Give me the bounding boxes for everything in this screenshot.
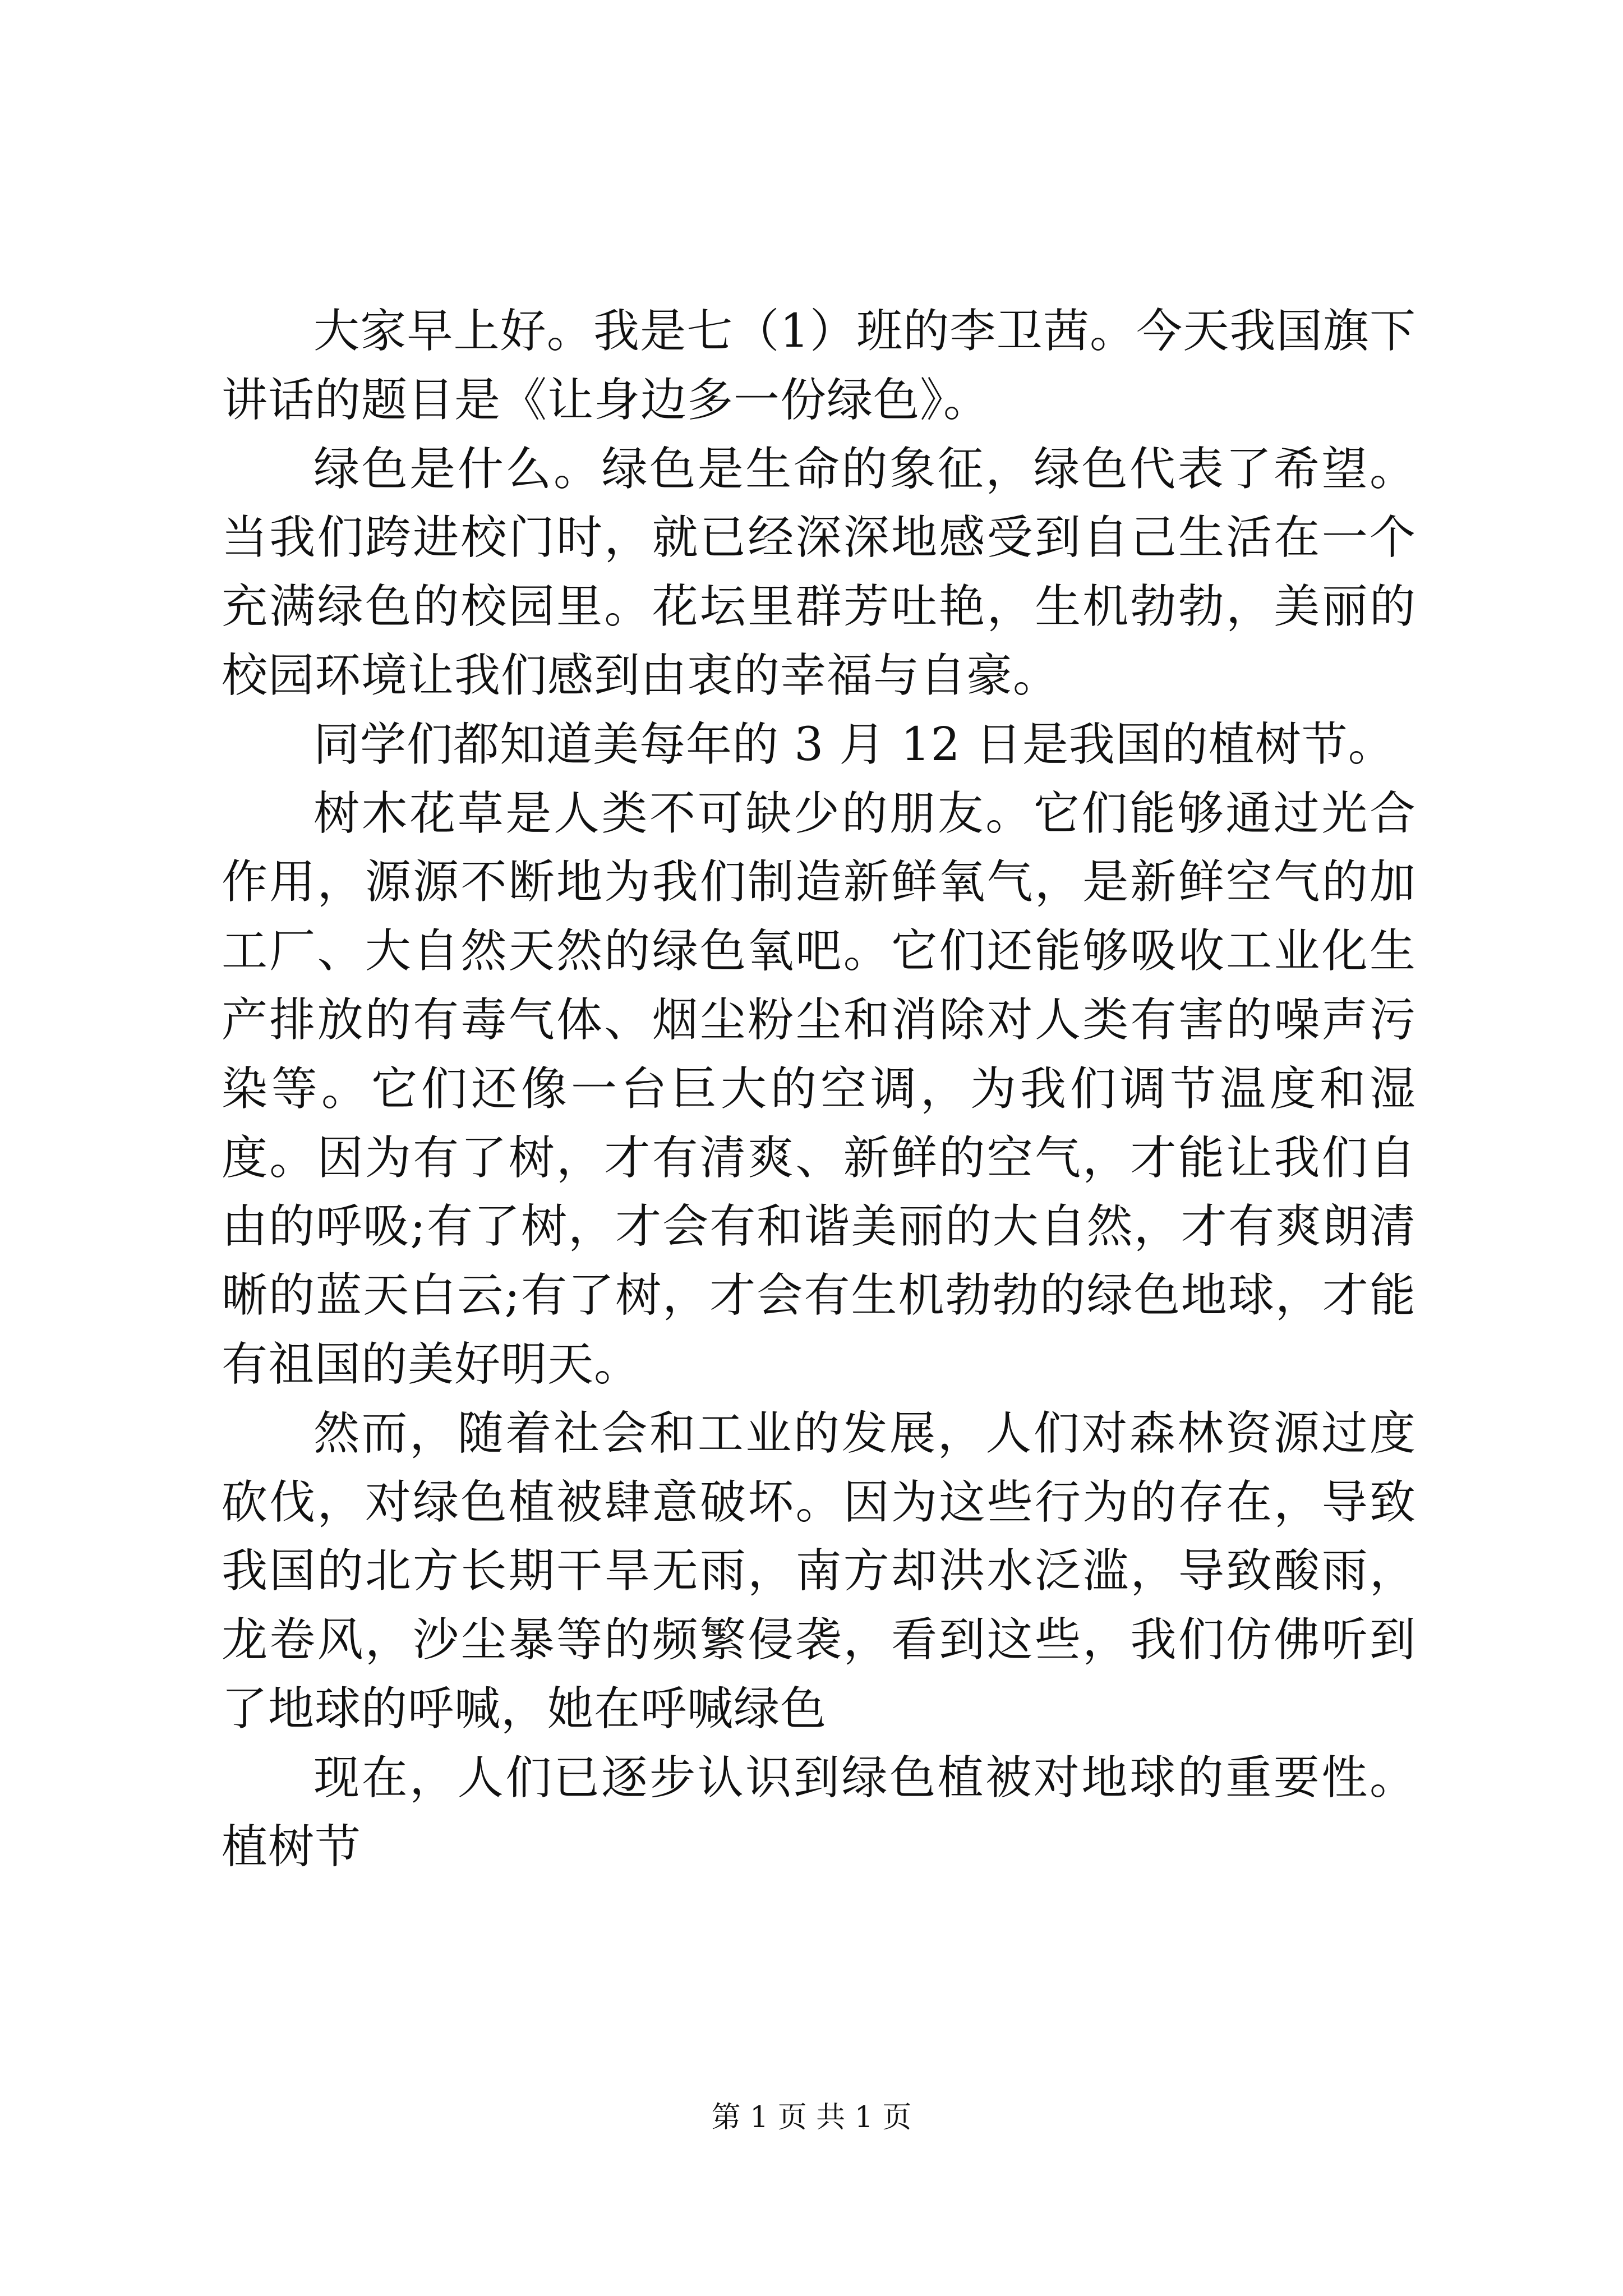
paragraph-deforestation: 然而，随着社会和工业的发展，人们对森林资源过度砍伐，对绿色植被肆意破坏。因为这些行为的存在，导致我国的北方长期干旱无雨，南方却洪水泛滥，导致酸雨，龙卷风，沙尘暴等的频繁侵袭，看到这些，我们仿佛听到了地球的呼喊，她在呼喊绿色 (222, 1406, 1416, 1736)
paragraph-awareness: 现在，人们已逐步认识到绿色植被对地球的重要性。植树节 (222, 1751, 1416, 1874)
paragraph-trees-friends: 树木花草是人类不可缺少的朋友。它们能够通过光合作用，源源不断地为我们制造新鲜氧气，是新鲜空气的加工厂、大自然天然的绿色氧吧。它们还能够吸收工业化生产排放的有毒气体、烟尘粉尘和消除对人类有害的噪声污染等。它们还像一台巨大的空调，为我们调节温度和湿度。因为有了树，才有清爽、新鲜的空气，才能让我们自由的呼吸;有了树，才会有和谐美丽的大自然，才有爽朗清晰的蓝天白云;有了树，才会有生机勃勃的绿色地球，才能有祖国的美好明天。 (222, 786, 1416, 1391)
paragraph-greeting: 大家早上好。我是七（1）班的李卫茜。今天我国旗下讲话的题目是《让身边多一份绿色》。 (222, 305, 1416, 427)
paragraph-green-campus: 绿色是什么。绿色是生命的象征，绿色代表了希望。当我们跨进校门时，就已经深深地感受到自己生活在一个充满绿色的校园里。花坛里群芳吐艳，生机勃勃，美丽的校园环境让我们感到由衷的幸福与自豪。 (222, 442, 1416, 702)
document-body (222, 297, 1416, 1881)
paragraph-arbor-day: 同学们都知道美每年的 3 月 12 日是我国的植树节。 (313, 717, 1395, 771)
page-footer: 第 1 页 共 1 页 (711, 2101, 912, 2134)
